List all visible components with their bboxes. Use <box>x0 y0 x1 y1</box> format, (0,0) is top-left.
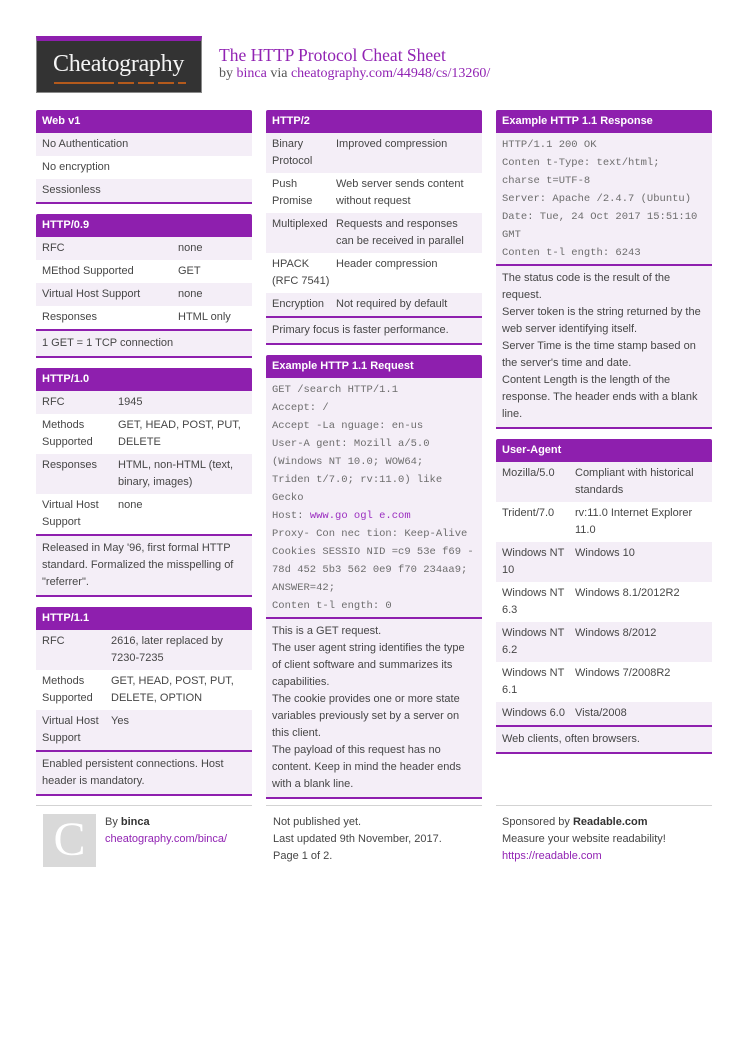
by-label: by <box>219 66 237 81</box>
code-line: Conten t-l ength: 6243 <box>502 247 641 259</box>
logo-underline <box>54 82 186 84</box>
row-value: HTML, non-HTML (text, binary, images) <box>118 459 234 488</box>
cheatography-logo[interactable] <box>36 36 202 93</box>
code-line: Server: Apache /2.4.7 (Ubuntu) <box>502 193 692 205</box>
code-line: Proxy- Con nec tion: Keep-Alive <box>272 528 468 540</box>
block-note: 1 GET = 1 TCP connection <box>36 329 252 356</box>
rows <box>36 133 252 202</box>
sponsored-label: Sponsored by <box>502 816 573 828</box>
table-row <box>36 710 252 750</box>
block-note <box>496 264 712 427</box>
page-title: The HTTP Protocol Cheat Sheet <box>219 45 446 65</box>
row-key: Responses <box>42 459 98 471</box>
rows <box>36 391 252 534</box>
item-text: No Authentication <box>42 138 129 150</box>
avatar-letter: C <box>53 813 86 866</box>
block-example-request <box>266 355 482 799</box>
block-title: HTTP/2 <box>266 110 482 133</box>
code-line <box>272 507 476 525</box>
code-line: HTTP/1.1 200 OK <box>502 139 597 151</box>
row-key: Responses <box>42 311 98 323</box>
row-value: none <box>178 288 203 300</box>
list-item <box>36 133 252 156</box>
host-link[interactable]: www.go ogl e.com <box>309 510 411 522</box>
table-row <box>496 582 712 622</box>
block-http-2 <box>266 110 482 345</box>
row-value: Windows 10 <box>575 547 635 559</box>
row-value: Web server sends content without request <box>336 178 464 207</box>
table-row <box>496 662 712 702</box>
sponsor-line <box>502 814 666 831</box>
table-row <box>266 173 482 213</box>
published-status: Not published yet. <box>273 816 362 828</box>
row-key: Methods Supported <box>42 675 93 704</box>
block-note: Released in May '96, first formal HTTP standard. Formalized the misspelling of "referrer". <box>36 534 252 595</box>
table-row <box>266 253 482 293</box>
row-value: rv:11.0 Internet Explorer 11.0 <box>575 507 693 536</box>
code-line: User-A gent: Mozill a/5.0 <box>272 438 430 450</box>
note-line: Server Time is the time stamp based on the server's time and date. <box>502 340 696 369</box>
block-note: Enabled persistent connections. Host header is mandatory. <box>36 750 252 794</box>
row-key: HPACK (RFC 7541) <box>272 258 330 287</box>
table-row <box>36 391 252 414</box>
author-line <box>105 814 227 831</box>
row-value: Not required by default <box>336 298 448 310</box>
sponsor-name: Readable.com <box>572 816 648 828</box>
block-title: Web v1 <box>36 110 252 133</box>
sheet-url-link[interactable]: cheatography.com/44948/cs/13260/ <box>290 66 491 81</box>
row-value: Windows 8/2012 <box>575 627 657 639</box>
by-label: By <box>105 816 121 828</box>
row-value: Yes <box>111 715 129 727</box>
row-key: Windows NT 6.1 <box>502 667 565 696</box>
table-row <box>36 454 252 494</box>
note-line: The payload of this request has no content. Keep in mind the header ends with a blank line. <box>272 744 461 790</box>
table-row <box>266 293 482 316</box>
row-value: Improved compression <box>336 138 448 150</box>
code-line: (Windows NT 10.0; WOW64; <box>272 456 424 468</box>
rows <box>36 630 252 750</box>
table-row <box>496 502 712 542</box>
row-key: MEthod Supported <box>42 265 134 277</box>
footer-divider <box>496 805 712 806</box>
row-value: GET, HEAD, POST, PUT, DELETE <box>118 419 241 448</box>
row-key: Windows NT 6.3 <box>502 587 565 616</box>
row-value: none <box>118 499 143 511</box>
note-line: The cookie provides one or more state variables previously set by a server on this client. <box>272 693 460 739</box>
block-note: Primary focus is faster performance. <box>266 316 482 343</box>
table-row <box>36 283 252 306</box>
row-value: 1945 <box>118 396 143 408</box>
table-row <box>36 630 252 670</box>
code-block <box>496 133 712 264</box>
footer-divider <box>36 805 252 806</box>
code-line: GMT <box>502 229 521 241</box>
table-row <box>496 622 712 662</box>
author-link[interactable]: binca <box>236 66 267 81</box>
block-title: HTTP/0.9 <box>36 214 252 237</box>
column-1 <box>36 110 252 806</box>
host-label: Host: <box>272 510 310 522</box>
table-row <box>266 213 482 253</box>
block-title: Example HTTP 1.1 Request <box>266 355 482 378</box>
row-value: Header compression <box>336 258 438 270</box>
author-avatar[interactable] <box>43 814 96 867</box>
author-name: binca <box>120 816 150 828</box>
block-title: User-Agent <box>496 439 712 462</box>
via-label: via <box>266 66 291 81</box>
row-key: RFC <box>42 396 65 408</box>
code-line: Accept -La nguage: en-us <box>272 420 424 432</box>
code-line: Conten t-l ength: 0 <box>272 600 392 612</box>
row-key: Windows 6.0 <box>502 707 565 719</box>
row-key: RFC <box>42 242 65 254</box>
block-title: Example HTTP 1.1 Response <box>496 110 712 133</box>
block-http-0-9 <box>36 214 252 358</box>
note-line: This is a GET request. <box>272 625 382 637</box>
row-value: Compliant with historical standards <box>575 467 694 496</box>
column-2 <box>266 110 482 809</box>
row-value: GET <box>178 265 201 277</box>
author-profile-link[interactable]: cheatography.com/binca/ <box>105 833 228 845</box>
sponsor-link[interactable]: https://readable.com <box>502 850 602 862</box>
row-value: GET, HEAD, POST, PUT, DELETE, OPTION <box>111 675 234 704</box>
note-line: Content Length is the length of the response. The header ends with a blank line. <box>502 374 698 420</box>
row-key: Windows NT 6.2 <box>502 627 565 656</box>
author-info <box>105 814 227 848</box>
code-line: Conten t-Type: text/html; <box>502 157 660 169</box>
row-key: Multiplexed <box>272 218 328 230</box>
code-line: Date: Tue, 24 Oct 2017 15:51:10 <box>502 211 698 223</box>
block-http-1-1 <box>36 607 252 796</box>
table-row <box>36 306 252 329</box>
table-row <box>496 702 712 725</box>
row-key: Binary Protocol <box>272 138 313 167</box>
row-value: Windows 8.1/2012R2 <box>575 587 680 599</box>
code-block <box>266 378 482 617</box>
table-row <box>496 462 712 502</box>
table-row <box>36 414 252 454</box>
table-row <box>36 494 252 534</box>
logo-text: Cheatography <box>53 51 185 77</box>
column-3 <box>496 110 712 764</box>
publish-info <box>273 814 442 865</box>
row-value: none <box>178 242 203 254</box>
block-example-response <box>496 110 712 429</box>
block-web-v1 <box>36 110 252 204</box>
table-row <box>266 133 482 173</box>
last-updated: Last updated 9th November, 2017. <box>273 833 442 845</box>
row-key: Push Promise <box>272 178 313 207</box>
block-note: Web clients, often browsers. <box>496 725 712 752</box>
sponsor-tagline: Measure your website readability! <box>502 833 666 845</box>
list-item <box>36 156 252 179</box>
footer-divider <box>266 805 482 806</box>
rows <box>496 462 712 725</box>
list-item <box>36 179 252 202</box>
table-row <box>36 237 252 260</box>
row-value: Requests and responses can be received in parallel <box>336 218 464 247</box>
row-value: Windows 7/2008R2 <box>575 667 671 679</box>
table-row <box>36 260 252 283</box>
row-value: Vista/2008 <box>575 707 627 719</box>
rows <box>266 133 482 316</box>
code-line: charse t=UTF-8 <box>502 175 591 187</box>
item-text: Sessionless <box>42 184 101 196</box>
row-value: 2616, later replaced by 7230-7235 <box>111 635 223 664</box>
code-line: GET /search HTTP/1.1 <box>272 384 399 396</box>
code-line: Accept: / <box>272 402 329 414</box>
note-line: The status code is the result of the request. <box>502 272 671 301</box>
row-key: Virtual Host Support <box>42 499 99 528</box>
code-line: ANSWER=42; <box>272 582 336 594</box>
code-line: Triden t/7.0; rv:11.0) like <box>272 474 443 486</box>
row-key: Virtual Host Support <box>42 288 141 300</box>
block-user-agent <box>496 439 712 754</box>
row-key: Virtual Host Support <box>42 715 99 744</box>
table-row <box>36 670 252 710</box>
subtitle <box>219 66 490 82</box>
row-key: Mozilla/5.0 <box>502 467 555 479</box>
block-http-1-0 <box>36 368 252 597</box>
sponsor-info <box>502 814 666 865</box>
page-number: Page 1 of 2. <box>273 850 333 862</box>
row-key: Methods Supported <box>42 419 93 448</box>
row-key: RFC <box>42 635 65 647</box>
code-line: Gecko <box>272 492 304 504</box>
note-line: Server token is the string returned by the web server identifying itself. <box>502 306 701 335</box>
note-line: The user agent string identifies the type of client software and summarizes its capabilities. <box>272 642 465 688</box>
row-key: Trident/7.0 <box>502 507 555 519</box>
table-row <box>496 542 712 582</box>
block-title: HTTP/1.0 <box>36 368 252 391</box>
code-line: 78d 452 5b3 562 0e9 f70 234aa9; <box>272 564 468 576</box>
block-title: HTTP/1.1 <box>36 607 252 630</box>
block-note <box>266 617 482 797</box>
row-key: Windows NT 10 <box>502 547 565 576</box>
rows <box>36 237 252 329</box>
row-key: Encryption <box>272 298 324 310</box>
row-value: HTML only <box>178 311 231 323</box>
code-line: Cookies SESSIO NID =c9 53e f69 - <box>272 546 474 558</box>
item-text: No encryption <box>42 161 110 173</box>
